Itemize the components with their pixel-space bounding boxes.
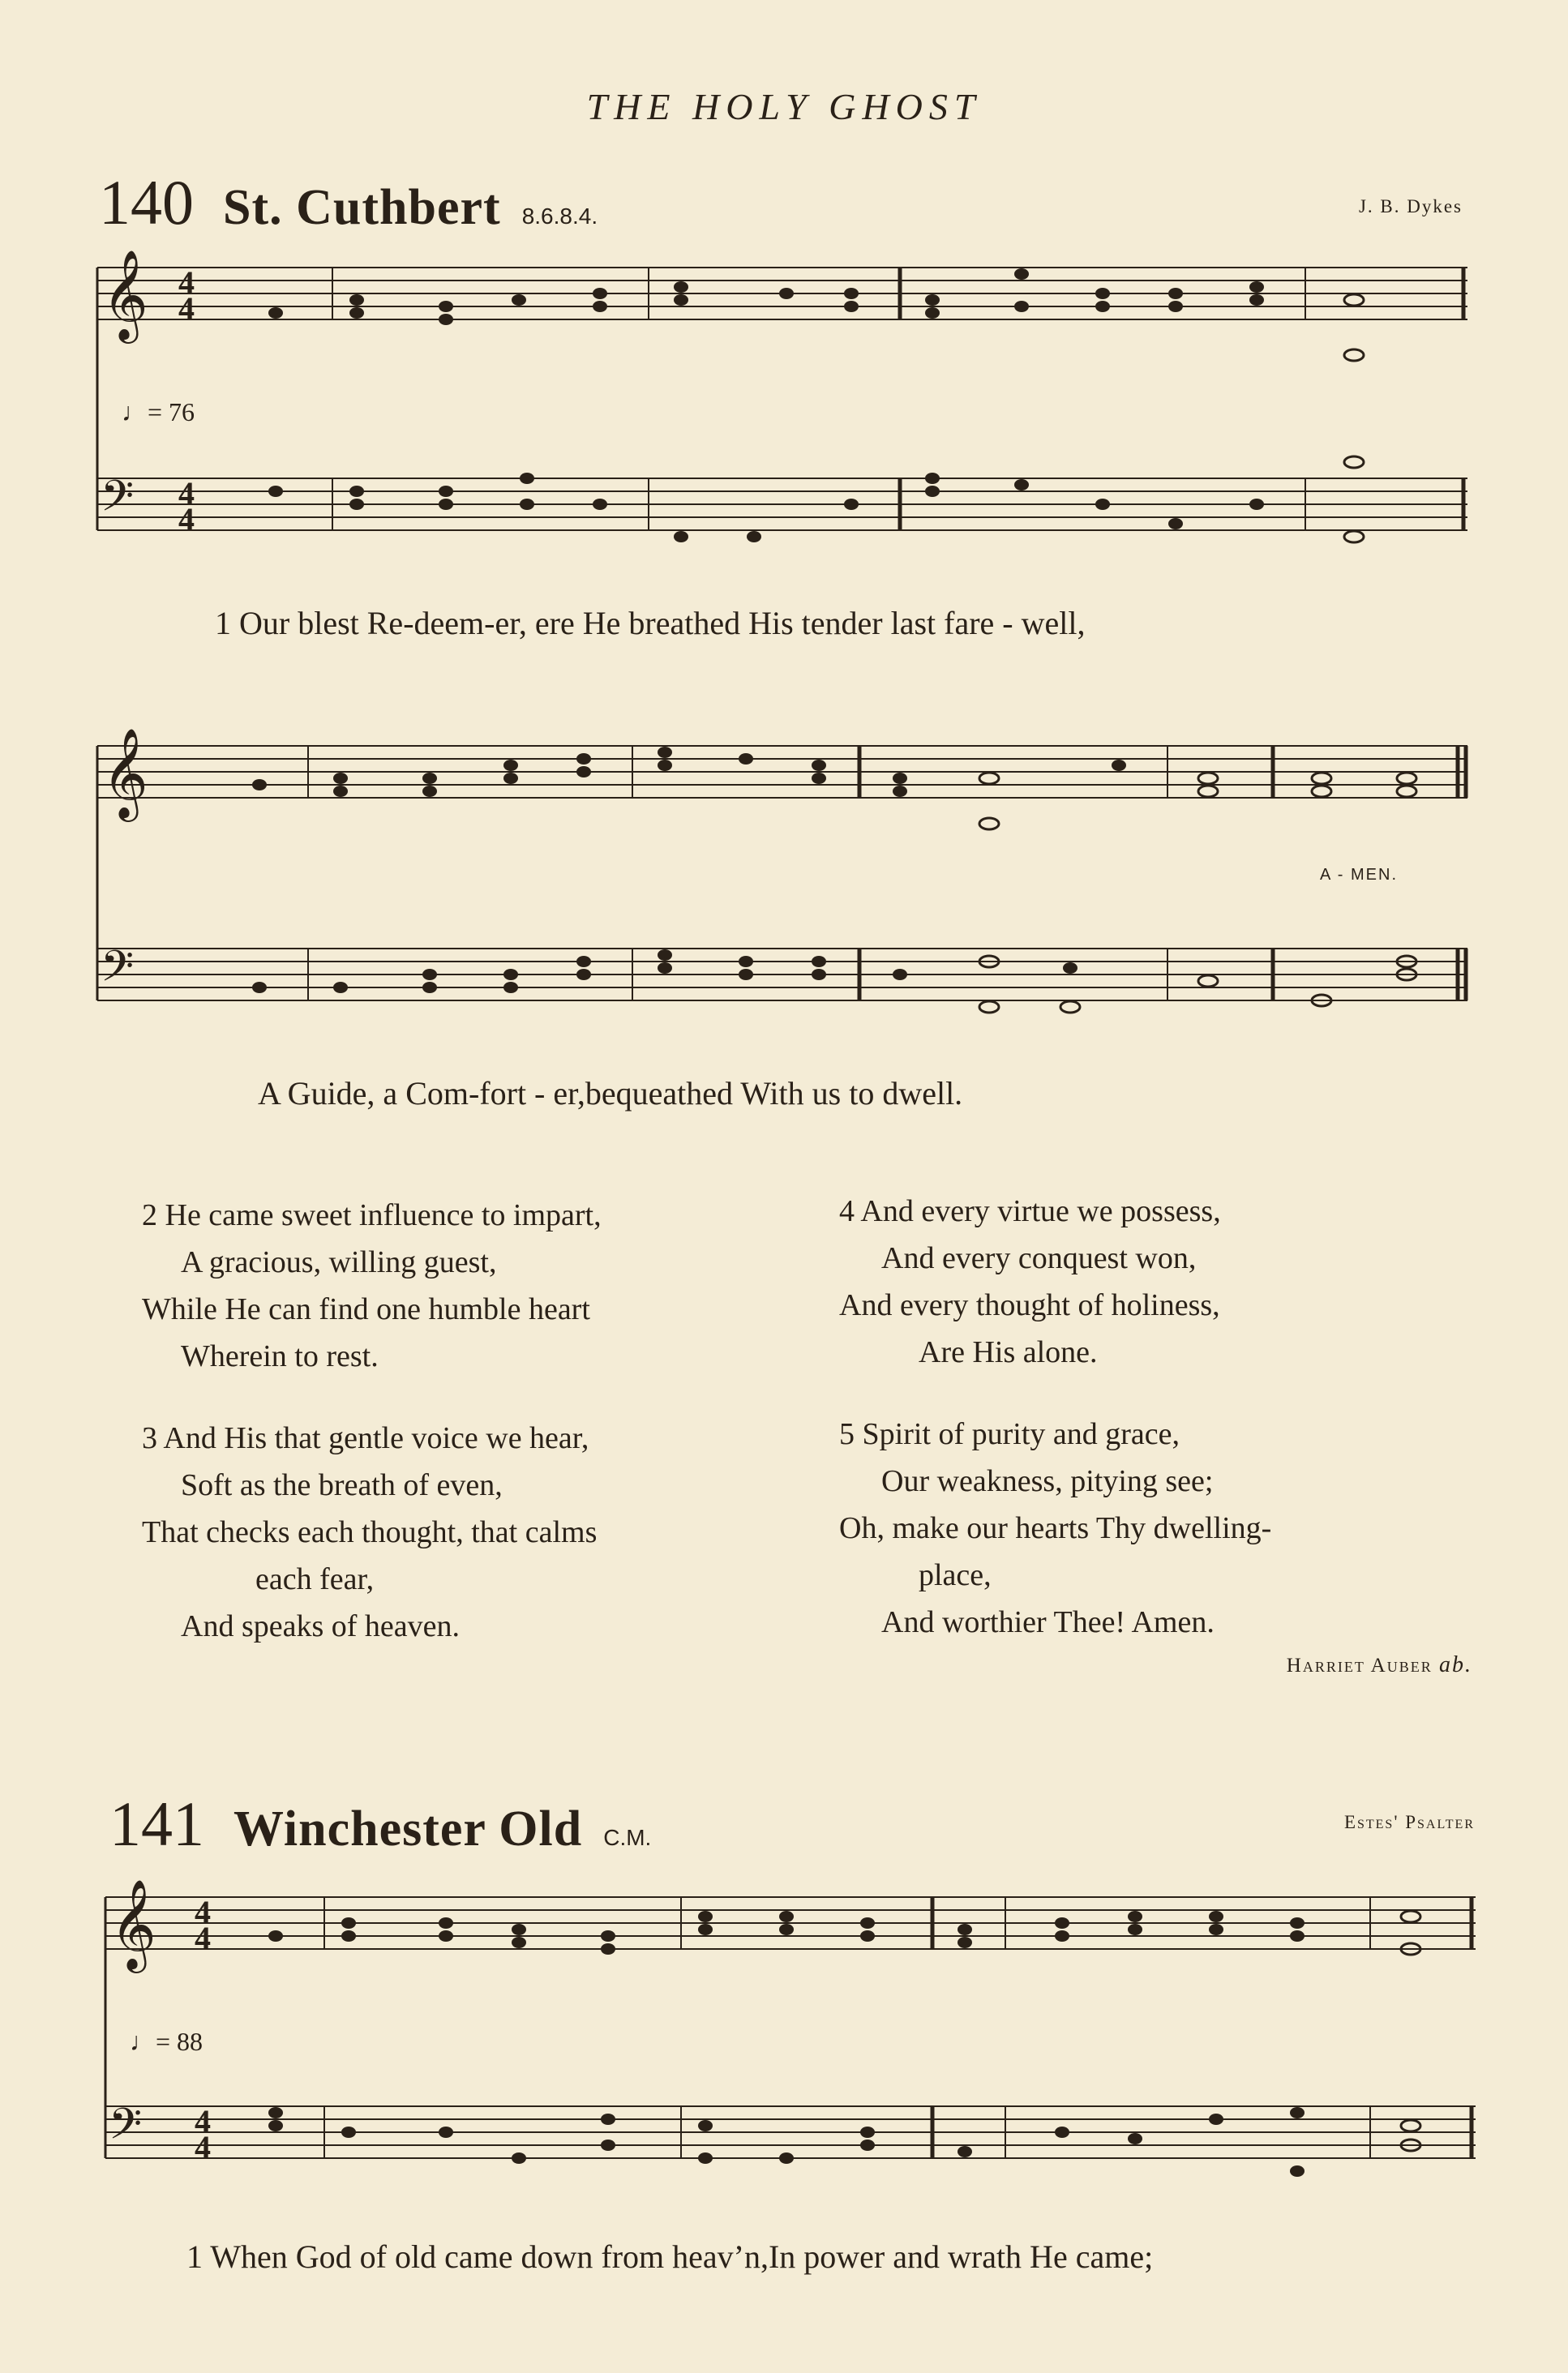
hymn-140-score-system-2	[97, 727, 1467, 1054]
hymn-141-header	[109, 1788, 651, 1861]
verse-line: And speaks of heaven.	[181, 1609, 461, 1643]
verse-line: Wherein to rest.	[181, 1339, 379, 1373]
svg-text:4: 4	[195, 1894, 211, 1930]
hymn-140-tune-name: St. Cuthbert	[223, 180, 501, 235]
svg-text:4: 4	[195, 1920, 211, 1956]
hymn-140-header	[99, 166, 598, 239]
hymn-140-author-note: ab.	[1439, 1652, 1472, 1677]
svg-text:𝄞: 𝄞	[102, 249, 148, 340]
svg-text:4: 4	[178, 264, 195, 301]
verse-line: While He can find one humble heart	[142, 1292, 590, 1326]
hymn-140-meter: 8.6.8.4.	[521, 203, 598, 229]
svg-text:𝄢: 𝄢	[101, 472, 135, 532]
hymn-140-author-credit	[1287, 1652, 1472, 1678]
hymn-140-amen-label: A - MEN.	[1320, 866, 1399, 884]
hymn-140-verse-5	[839, 1411, 1271, 1646]
quarter-note-icon: ♩	[122, 397, 148, 426]
verse-line: Oh, make our hearts Thy dwelling-	[839, 1511, 1272, 1545]
svg-text:4: 4	[178, 501, 195, 538]
hymn-141-lyric-line-1: 1 When God of old came down from heav’n,In power and wrath He came;	[186, 2238, 1154, 2275]
verse-line: Are His alone.	[919, 1335, 1098, 1369]
verse-line: Soft as the breath of even,	[181, 1468, 503, 1502]
verse-line: A gracious, willing guest,	[181, 1245, 497, 1279]
verse-line: 3 And His that gentle voice we hear,	[142, 1421, 589, 1455]
quarter-note-icon: ♩	[130, 2027, 156, 2056]
verse-line: And worthier Thee! Amen.	[881, 1605, 1215, 1639]
verse-line: 5 Spirit of purity and grace,	[839, 1417, 1180, 1451]
verse-line: each fear,	[255, 1562, 375, 1596]
verse-line: place,	[919, 1558, 992, 1592]
verse-line: That checks each thought, that calms	[142, 1515, 598, 1549]
svg-text:4: 4	[178, 475, 195, 512]
verse-line: 2 He came sweet influence to impart,	[142, 1198, 602, 1232]
hymn-140-tempo: ♩= 76	[122, 397, 195, 426]
hymn-140-score-system-1	[97, 249, 1467, 568]
svg-text:𝄢: 𝄢	[109, 2100, 143, 2160]
hymn-140-verse-3	[142, 1415, 597, 1650]
svg-text:4: 4	[195, 2129, 211, 2165]
hymn-140-author: Harriet Auber	[1286, 1655, 1433, 1677]
svg-text:𝄢: 𝄢	[101, 942, 135, 1002]
section-title: THE HOLY GHOST	[586, 86, 982, 127]
hymn-141-tune-name: Winchester Old	[233, 1801, 583, 1857]
verse-line: And every thought of holiness,	[839, 1288, 1220, 1322]
verse-line: And every conquest won,	[881, 1241, 1197, 1275]
hymn-140-number: 140	[99, 167, 194, 238]
hymn-140-verse-4	[839, 1188, 1221, 1376]
hymn-140-verse-2	[142, 1192, 602, 1380]
hymn-141-tempo: ♩= 88	[130, 2027, 203, 2056]
svg-text:𝄞: 𝄞	[110, 1878, 156, 1969]
hymn-140-lyric-line-2: A Guide, a Com-fort - er,bequeathed With us to dwell.	[258, 1075, 963, 1112]
svg-text:4: 4	[195, 2103, 211, 2140]
verse-line: Our weakness, pitying see;	[881, 1464, 1214, 1498]
hymn-141-score-system-1	[105, 1878, 1476, 2205]
verse-line: 4 And every virtue we possess,	[839, 1194, 1221, 1228]
svg-text:𝄞: 𝄞	[102, 727, 148, 818]
hymn-140-composer: J. B. Dykes	[1358, 196, 1463, 216]
svg-text:4: 4	[178, 290, 195, 327]
hymn-141-meter: C.M.	[603, 1825, 652, 1850]
hymn-141-source: Estes' Psalter	[1343, 1812, 1475, 1832]
hymn-141-number: 141	[109, 1788, 204, 1859]
hymn-140-lyric-line-1: 1 Our blest Re-deem-er, ere He breathed His tender last fare - well,	[215, 605, 1086, 641]
